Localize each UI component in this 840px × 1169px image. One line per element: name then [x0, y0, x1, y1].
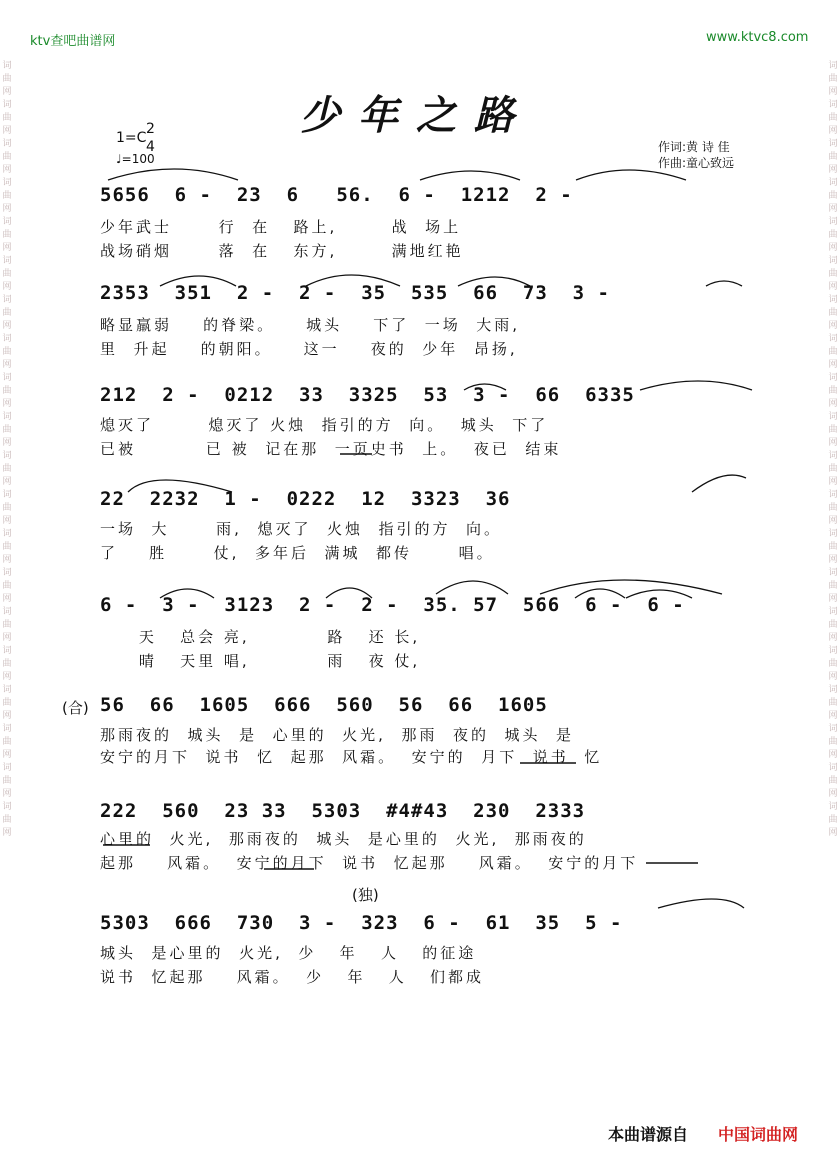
notation-line-3: [100, 384, 750, 410]
notation-line-2: [100, 282, 750, 308]
numbered-notes: 2353 351 2 - 2 - 35 535 66 73 3 -: [100, 282, 610, 304]
lyric-verse-2-line-7: 起那 风霜。 安宁的月下 说书 忆起那 风霜。 安宁的月下: [100, 854, 639, 872]
slur: [420, 171, 520, 180]
numbered-notes: 56 66 1605 666 560 56 66 1605: [100, 694, 548, 716]
lyric-verse-2-line-4: 了 胜 仗, 多年后 满城 都传 唱。: [100, 544, 495, 562]
lyric-verse-1-line-4: 一场 大 雨, 熄灭了 火烛 指引的方 向。: [100, 520, 503, 538]
slur: [436, 581, 508, 594]
notation-line-6: [100, 694, 750, 720]
numbered-notes: 5303 666 730 3 - 323 6 - 61 35 5 -: [100, 912, 623, 934]
slur: [576, 170, 686, 180]
lyric-verse-2-line-6: 安宁的月下 说书 忆 起那 风霜。 安宁的 月下 说书 忆: [100, 748, 603, 766]
numbered-notes: 22 2232 1 - 0222 12 3323 36: [100, 488, 511, 510]
time-signature-top: 2: [146, 121, 155, 137]
side-watermark-left: 词 曲 网 词 曲 网 词 曲 网 词 曲 网 词 曲 网 词 曲 网 词 曲 网 词 曲 网 词 曲 网 词 曲 网 词 曲 网 词 曲 网 词 曲 网 词 曲 网 词 曲 网 词 曲 网 词 曲 网 词 曲 网 词 曲 网 词 曲 网: [2, 61, 12, 838]
notation-line-5: [100, 594, 750, 620]
footer-source-label: 本曲谱源自: [608, 1125, 689, 1144]
lyricist-credit: 作词:黄 诗 佳: [658, 140, 730, 154]
lyric-verse-1-line-3: 熄灭了 熄灭了 火烛 指引的方 向。 城头 下了: [100, 416, 549, 434]
lyric-verse-2-line-1: 战场硝烟 落 在 东方, 满地红艳: [100, 242, 464, 260]
lyric-verse-2-line-3: 已被 已 被 记在那 一页史书 上。 夜已 结束: [100, 440, 562, 458]
lyric-verse-1-line-7: 心里的 火光, 那雨夜的 城头 是心里的 火光, 那雨夜的: [100, 830, 587, 848]
numbered-notes: 5656 6 - 23 6 56. 6 - 1212 2 -: [100, 184, 573, 206]
footer-source-site[interactable]: 中国词曲网: [718, 1125, 799, 1144]
lyric-verse-1-line-6: 那雨夜的 城头 是 心里的 火光, 那雨 夜的 城头 是: [100, 726, 575, 744]
numbered-notes: 212 2 - 0212 33 3325 53 3 - 66 6335: [100, 384, 635, 406]
composer-credit: 作曲:童心致远: [658, 156, 735, 170]
chorus-label: (合): [62, 699, 89, 717]
lyric-verse-1-line-5: 天 总会 亮, 路 还 长,: [100, 628, 421, 646]
tempo-marking: ♩=100: [116, 152, 155, 166]
header-site-name: ktv查吧曲谱网: [30, 34, 116, 49]
key-signature: 1=C: [116, 130, 147, 146]
header-site-url[interactable]: www.ktvc8.com: [706, 30, 809, 45]
lyric-verse-1-line-1: 少年武士 行 在 路上, 战 场上: [100, 218, 462, 236]
notation-line-4: [100, 488, 750, 514]
notation-line-7: [100, 800, 750, 826]
slur: [540, 580, 722, 594]
time-signature-bottom: 4: [146, 139, 155, 155]
notation-line-8: [100, 912, 750, 938]
notation-line-1: [100, 184, 750, 210]
lyric-verse-2-line-2: 里 升起 的朝阳。 这一 夜的 少年 昂扬,: [100, 340, 518, 358]
lyric-verse-1-line-8: 城头 是心里的 火光, 少 年 人 的征途: [100, 944, 477, 962]
numbered-notes: 6 - 3 - 3123 2 - 2 - 35. 57 566 6 - 6 -: [100, 594, 685, 616]
lyric-verse-1-line-2: 略显羸弱 的脊梁。 城头 下了 一场 大雨,: [100, 316, 521, 334]
side-watermark-right: 词 曲 网 词 曲 网 词 曲 网 词 曲 网 词 曲 网 词 曲 网 词 曲 网 词 曲 网 词 曲 网 词 曲 网 词 曲 网 词 曲 网 词 曲 网 词 曲 网 词 曲 网 词 曲 网 词 曲 网 词 曲 网 词 曲 网 词 曲 网: [828, 61, 838, 838]
lyric-verse-2-line-5: 晴 天里 唱, 雨 夜 仗,: [100, 652, 421, 670]
numbered-notes: 222 560 23 33 5303 #4#43 230 2333: [100, 800, 586, 822]
time-signature: [146, 120, 155, 156]
slur: [108, 169, 238, 180]
slur: [658, 899, 744, 908]
lyric-verse-2-line-8: 说书 忆起那 风霜。 少 年 人 们都成: [100, 968, 485, 986]
song-title: 少年之路: [300, 92, 532, 139]
solo-label: (独): [352, 886, 379, 904]
